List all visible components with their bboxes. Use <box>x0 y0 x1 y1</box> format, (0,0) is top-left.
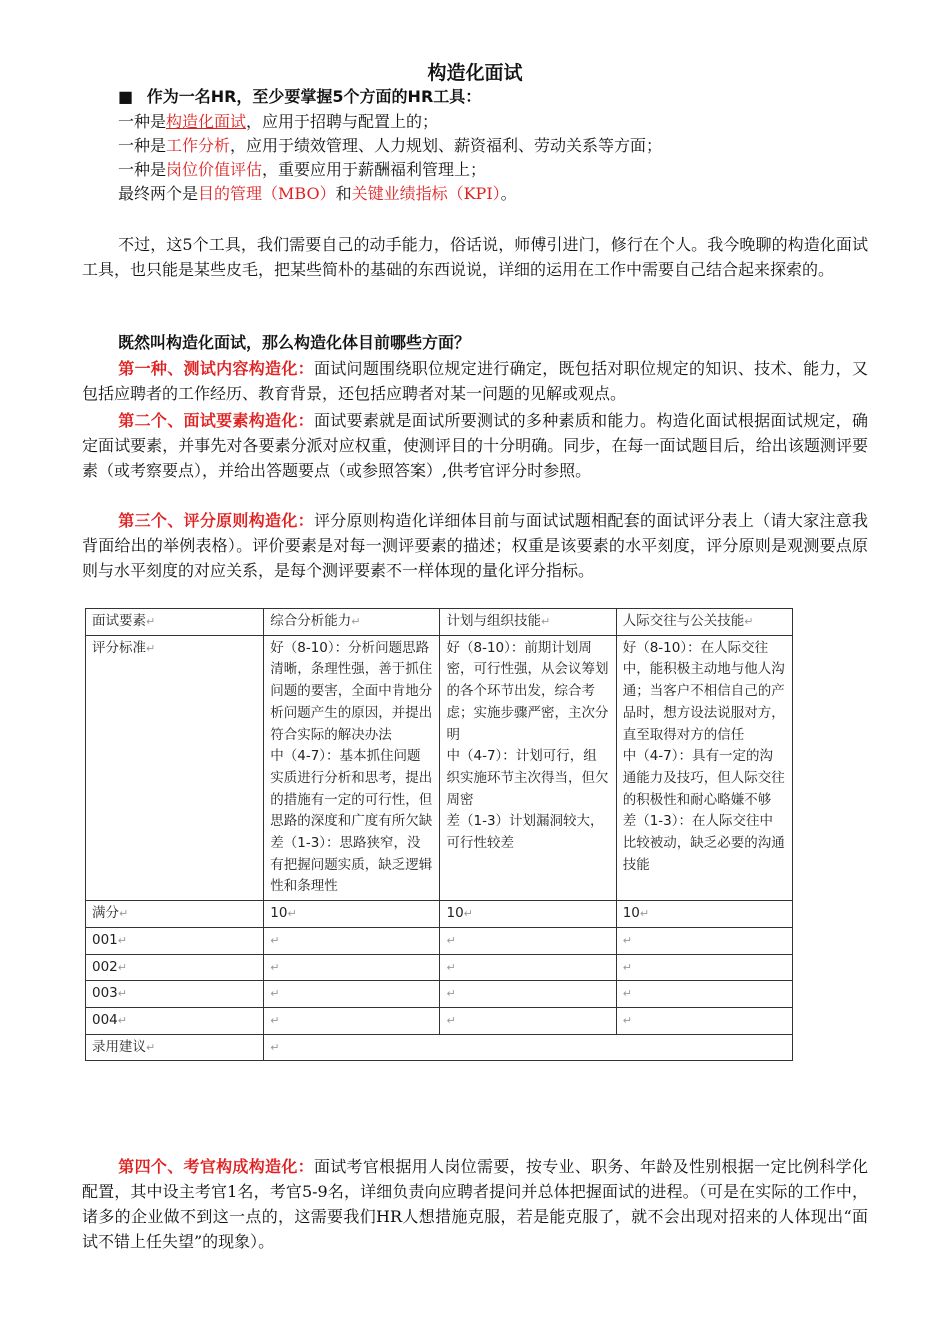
recommend-cell: ↵ <box>264 1034 793 1061</box>
candidate-id-cell: 003↵ <box>86 981 264 1008</box>
section-3 <box>82 508 868 583</box>
criteria-cell: 好（8-10）：在人际交往中，能积极主动地与他人沟通；当客户不相信自己的产品时，想方设法说服对方，直至取得对方的信任 中（4-7）：具有一定的沟通能力及技巧，但人际交往的积极性和耐心略嫌不够 差（1-3）：在人际交往中比较被动，缺乏必要的沟通技能 <box>616 635 792 900</box>
tool-item-suffix: 。 <box>500 184 517 203</box>
full-score-cell: 10↵ <box>616 901 792 928</box>
table-row <box>86 981 793 1008</box>
tool-term-mbo: 目的管理（MBO） <box>198 184 336 203</box>
table-row <box>86 954 793 981</box>
score-cell: ↵ <box>264 927 440 954</box>
table-header-row <box>86 609 793 636</box>
criteria-label-cell: 评分标准↵ <box>86 635 264 900</box>
table-full-score-row <box>86 901 793 928</box>
tool-item-mid: 和 <box>335 184 352 203</box>
candidate-id-cell: 002↵ <box>86 954 264 981</box>
score-cell: ↵ <box>616 1007 792 1034</box>
section-1 <box>82 356 868 406</box>
tool-item-prefix: 最终两个是 <box>118 184 199 203</box>
section-1-text: 面试问题围绕职位规定进行确定，既包括对职位规定的知识、技术、能力，又包括应聘者的工作经历、教育背景，还包括应聘者对某一问题的见解或观点。 <box>82 359 868 403</box>
tool-item-3 <box>118 158 486 182</box>
candidate-id-cell: 001↵ <box>86 927 264 954</box>
score-cell: ↵ <box>616 981 792 1008</box>
document-title: 构造化面试 <box>427 62 523 84</box>
score-cell: ↵ <box>264 981 440 1008</box>
score-cell: ↵ <box>264 954 440 981</box>
tool-term-job-evaluation: 岗位价值评估 <box>166 160 263 179</box>
score-cell: ↵ <box>264 1007 440 1034</box>
criteria-cell: 好（8-10）：前期计划周密，可行性强，从会议筹划的各个环节出发，综合考虑；实施步骤严密，主次分明 中（4-7）：计划可行，组织实施环节主次得当，但欠周密 差（1-3）计划漏洞较大，可行性较差 <box>440 635 616 900</box>
bullet-square-icon: ■ <box>118 87 134 106</box>
full-score-label-cell: 满分↵ <box>86 901 264 928</box>
recommend-label-cell: 录用建议↵ <box>86 1034 264 1061</box>
table-header-cell: 人际交往与公关技能↵ <box>616 609 792 636</box>
tool-item-prefix: 一种是 <box>118 136 167 155</box>
section-1-label: 第一种、测试内容构造化： <box>118 359 314 378</box>
tool-item-2 <box>118 134 662 158</box>
section-2 <box>82 408 868 483</box>
tool-term-structured-interview: 构造化面试 <box>166 112 247 131</box>
score-cell: ↵ <box>440 954 616 981</box>
section-3-label: 第三个、评分原则构造化： <box>118 511 314 530</box>
intro-heading-line <box>118 85 481 109</box>
paragraph-intro-text: 不过，这5个工具，我们需要自己的动手能力，俗话说，师傅引进门，修行在个人。我今晚聊的构造化面试工具，也只能是某些皮毛，把某些简朴的基础的东西说说，详细的运用在工作中需要自己结合起来探索的。 <box>82 235 868 279</box>
table-recommend-row <box>86 1034 793 1061</box>
tool-item-1 <box>118 110 438 134</box>
question-heading: 既然叫构造化面试，那么构造化体目前哪些方面？ <box>118 333 471 352</box>
section-4-text: 面试考官根据用人岗位需要，按专业、职务、年龄及性别根据一定比例科学化配置，其中设主考官1名，考官5-9名，详细负责向应聘者提问并总体把握面试的进程。（可是在实际的工作中，诸多的企业做不到这一点的，这需要我们HR人想措施克服，若是能克服了，就不会出现对招来的人体现出“面试不错上任失望”的现象）。 <box>82 1157 868 1251</box>
section-4 <box>82 1154 868 1254</box>
full-score-cell: 10↵ <box>264 901 440 928</box>
table-criteria-row <box>86 635 793 900</box>
tool-item-last <box>118 182 517 206</box>
tool-item-suffix: ，应用于绩效管理、人力规划、薪资福利、劳动关系等方面； <box>230 136 663 155</box>
score-cell: ↵ <box>440 927 616 954</box>
tool-item-prefix: 一种是 <box>118 112 167 131</box>
intro-heading: 作为一名HR，至少要掌握5个方面的HR工具： <box>146 87 482 106</box>
tool-item-prefix: 一种是 <box>118 160 167 179</box>
paragraph-intro <box>82 232 868 282</box>
tool-item-suffix: ，重要应用于薪酬福利管理上； <box>262 160 487 179</box>
section-2-label: 第二个、面试要素构造化： <box>118 411 314 430</box>
section-2-text: 面试要素就是面试所要测试的多种素质和能力。构造化面试根据面试规定，确定面试要素，并事先对各要素分派对应权重，使测评目的十分明确。同步，在每一面试题目后，给出该题测评要素（或考察要点），并给出答题要点（或参照答案）,供考官评分时参照。 <box>82 411 868 480</box>
score-cell: ↵ <box>616 927 792 954</box>
interview-scoring-table <box>85 608 793 1061</box>
score-cell: ↵ <box>616 954 792 981</box>
tool-item-suffix: ，应用于招聘与配置上的； <box>246 112 439 131</box>
table-header-cell: 面试要素↵ <box>86 609 264 636</box>
candidate-id-cell: 004↵ <box>86 1007 264 1034</box>
section-4-label: 第四个、考官构成构造化： <box>118 1157 314 1176</box>
tool-term-kpi: 关键业绩指标（KPI） <box>351 184 501 203</box>
criteria-cell: 好（8-10）：分析问题思路清晰，条理性强，善于抓住问题的要害，全面中肯地分析问题产生的原因，并提出符合实际的解决办法 中（4-7）：基本抓住问题实质进行分析和思考，提出的措施有一定的可行性，但思路的深度和广度有所欠缺 差（1-3）：思路狭窄，没有把握问题实质，缺乏逻辑性和条理性 <box>264 635 440 900</box>
section-3-text: 评分原则构造化详细体目前与面试试题相配套的面试评分表上（请大家注意我背面给出的举例表格）。评价要素是对每一测评要素的描述；权重是该要素的水平刻度，评分原则是观测要点原则与水平刻度的对应关系，是每个测评要素不一样体现的量化评分指标。 <box>82 511 868 580</box>
table-row <box>86 927 793 954</box>
table-row <box>86 1007 793 1034</box>
score-cell: ↵ <box>440 981 616 1008</box>
score-cell: ↵ <box>440 1007 616 1034</box>
tool-term-job-analysis: 工作分析 <box>166 136 231 155</box>
full-score-cell: 10↵ <box>440 901 616 928</box>
table-header-cell: 综合分析能力↵ <box>264 609 440 636</box>
table-header-cell: 计划与组织技能↵ <box>440 609 616 636</box>
